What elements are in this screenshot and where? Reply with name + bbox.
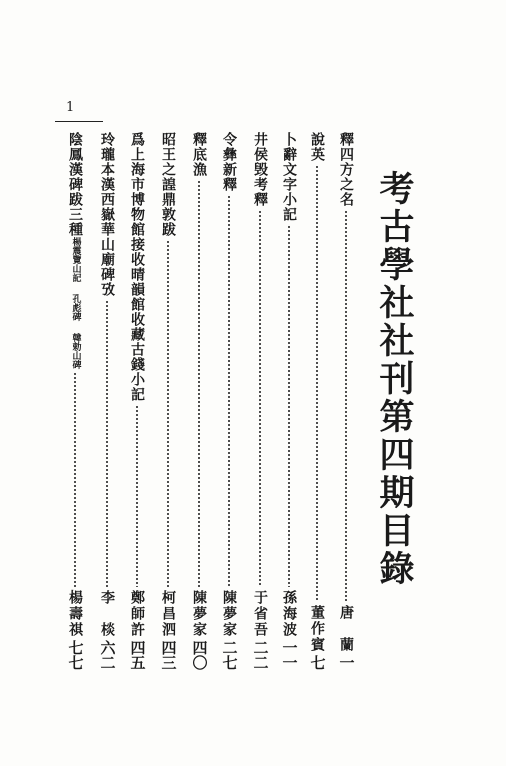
entry-title: 卜辭文字小記 <box>281 132 297 222</box>
dot-leader <box>345 210 347 602</box>
dot-leader <box>167 240 169 587</box>
entry-page: 一一 <box>280 640 299 670</box>
entry-title: 說英 <box>309 132 325 162</box>
entry-page: 四三 <box>159 640 178 670</box>
dot-leader <box>228 195 230 587</box>
entry-page: 七七 <box>66 640 85 670</box>
entry-subtitle: 韓勅山碑 <box>70 333 81 369</box>
entry-subtitle: 楊震覽山記 <box>70 237 81 282</box>
entry-page: 四〇 <box>190 640 209 670</box>
toc-entry <box>306 132 328 670</box>
dot-leader <box>316 165 318 602</box>
toc-entry <box>218 132 240 670</box>
entry-title: 陰鳳漢碑跋三種 <box>67 132 83 237</box>
entry-title: 玲瓏本漢西嶽華山廟碑攷 <box>99 132 115 297</box>
entry-page: 一 <box>337 655 356 670</box>
toc-entry <box>335 132 357 670</box>
entry-author: 陳夢家 <box>221 590 237 638</box>
dot-leader <box>136 405 138 587</box>
entry-author: 董作賓 <box>309 605 325 653</box>
entry-author: 柯昌泗 <box>160 590 176 638</box>
entry-author: 陳夢家 <box>191 590 207 638</box>
entry-page: 二二 <box>251 640 270 670</box>
page-title: 考古學社社刊第四期目錄 <box>374 170 415 588</box>
dot-leader <box>106 300 108 587</box>
toc-entry <box>126 132 148 670</box>
entry-author: 唐 蘭 <box>338 605 354 653</box>
dot-leader <box>198 180 200 587</box>
dot-leader <box>74 372 76 587</box>
entry-title: 爲上海市博物館接收晴韻館收藏古錢小記 <box>129 132 145 402</box>
entry-title: 令彝新釋 <box>221 132 237 192</box>
entry-title: 釋四方之名 <box>338 132 354 207</box>
entry-author: 孫海波 <box>281 590 297 638</box>
entry-page: 四五 <box>128 640 147 670</box>
entry-page: 七 <box>308 655 327 670</box>
entry-author: 楊壽祺 <box>67 590 83 638</box>
toc-entry <box>64 132 86 670</box>
toc-entry <box>278 132 300 670</box>
entry-author: 鄭師許 <box>129 590 145 638</box>
page-number: 1 <box>66 100 75 115</box>
entry-title: 釋底漁 <box>191 132 207 177</box>
entry-author: 于省吾 <box>252 590 268 638</box>
toc-entry <box>157 132 179 670</box>
toc-entry <box>249 132 271 670</box>
dot-leader <box>259 210 261 587</box>
entry-author: 李 棪 <box>99 590 115 638</box>
entry-page: 二七 <box>220 640 239 670</box>
dot-leader <box>288 225 290 587</box>
entry-title: 昭王之諻鼎敦跋 <box>160 132 176 237</box>
entry-title: 井侯毁考釋 <box>252 132 268 207</box>
toc-entry <box>188 132 210 670</box>
entry-page: 六二 <box>98 640 117 670</box>
entry-subtitle: 孔彪碑 <box>70 294 81 321</box>
header-rule <box>55 121 103 122</box>
toc-entry <box>96 132 118 670</box>
